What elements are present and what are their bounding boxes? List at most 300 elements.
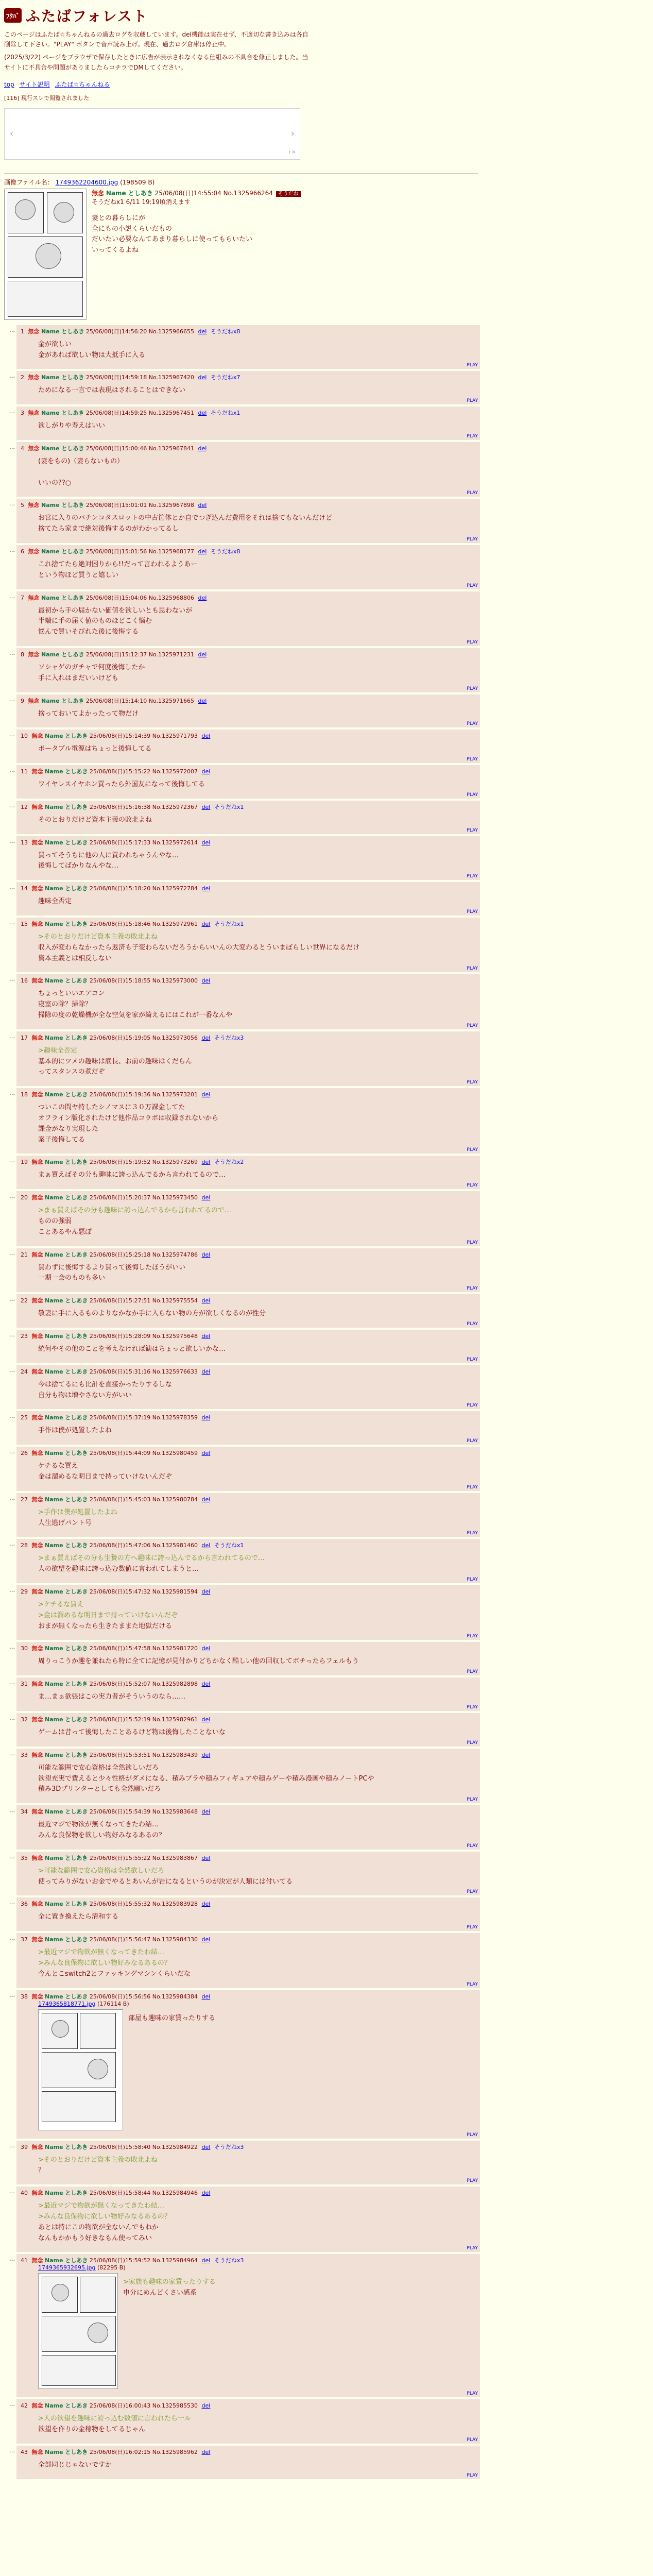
reply-del-link[interactable]: del [198,445,207,452]
reply-name: Name としあき [45,1333,88,1340]
reply-sodane[interactable]: そうだねx1 [214,1542,244,1549]
reply-number-index: 1 [21,328,24,335]
reply-del-link[interactable]: del [201,1159,211,1166]
reply-row [9,1365,649,1410]
reply-del-link[interactable]: del [201,1297,211,1304]
reply-play-button[interactable]: PLAY [467,433,478,439]
reply-meta [21,409,476,417]
reply-line: (妻をもの)（妻らないもの） [38,457,124,465]
reply-post-number[interactable]: No.1325972007 [152,768,198,775]
reply-number-index: 39 [21,2143,28,2150]
reply-del-link[interactable]: del [201,2190,211,2197]
reply-post-number[interactable]: No.1325971231 [148,651,195,658]
reply-post-number[interactable]: No.1325972961 [152,921,198,928]
reply-post-number[interactable]: No.1325975648 [152,1333,198,1340]
reply-post-number[interactable]: No.1325983867 [152,1854,198,1861]
reply-play-button[interactable]: PLAY [467,2178,478,2184]
reply-meta [21,1495,476,1503]
reply-play-button[interactable]: PLAY [467,1023,478,1028]
reply-post-number[interactable]: No.1325978359 [152,1414,198,1421]
reply-del-link[interactable]: del [201,977,211,985]
reply-play-button[interactable]: PLAY [467,1321,478,1327]
reply-del-link[interactable]: del [201,803,211,810]
reply-post-number[interactable]: No.1325973000 [152,977,198,985]
reply-del-link[interactable]: del [201,2402,211,2410]
reply-post-number[interactable]: No.1325983439 [152,1751,198,1758]
link-about[interactable]: サイト説明 [19,80,50,88]
reply-sodane[interactable]: そうだねx1 [214,803,244,810]
reply-row [9,1330,649,1363]
reply-play-button[interactable]: PLAY [467,1183,478,1189]
reply-sodane[interactable]: そうだねx3 [214,2257,244,2264]
reply-post [16,1493,480,1537]
reply-post-number[interactable]: No.1325981460 [152,1542,198,1549]
reply-post [16,974,480,1029]
reply-post-number[interactable]: No.1325968177 [148,548,195,555]
reply-row [9,1031,649,1086]
reply-line: 半端に手の届く値のものほどこく悩む [38,617,152,625]
reply-play-button[interactable]: PLAY [467,792,478,798]
reply-line: ちょっといいエアコン [38,990,105,998]
reply-play-button[interactable]: PLAY [467,721,478,727]
reply-line: ためになる一言では表現はされることはできない [38,386,186,395]
reply-row [9,974,649,1029]
reply-row [9,1294,649,1328]
reply-post-number[interactable]: No.1325972614 [152,839,198,846]
reply-post-number[interactable]: No.1325984330 [152,1936,198,1943]
reply-post [16,1852,480,1896]
reply-play-button[interactable]: PLAY [467,1240,478,1245]
reply-post-number[interactable]: No.1325984922 [152,2143,198,2150]
reply-post-number[interactable]: No.1325967420 [148,374,195,381]
reply-play-button[interactable]: PLAY [467,1531,478,1536]
reply-line: 今は捨てるにも比計を直接かったりするしな [38,1380,173,1388]
reply-post-number[interactable]: No.1325967841 [148,445,195,452]
reply-post-number[interactable]: No.1325973056 [152,1034,198,1041]
reply-play-button[interactable]: PLAY [467,874,478,879]
reply-del-link[interactable]: del [198,502,207,509]
reply-row [9,1539,649,1583]
reply-play-button[interactable]: PLAY [467,2391,478,2397]
reply-del-link[interactable]: del [201,2448,211,2455]
reply-post-number[interactable]: No.1325973450 [152,1194,198,1201]
reply-indent-icon: … [9,1807,15,1814]
reply-body [21,2201,476,2244]
reply-play-button[interactable]: PLAY [467,536,478,542]
reply-name: Name としあき [45,885,88,892]
reply-sodane[interactable]: そうだねx1 [210,410,240,417]
reply-indent-icon: … [9,2256,15,2263]
reply-post-number[interactable]: No.1325981594 [152,1588,198,1595]
reply-del-link[interactable]: del [201,885,211,892]
op-file-label: 画像ファイル名： [4,178,54,186]
reply-indent-icon: … [9,731,15,738]
reply-del-link[interactable]: del [201,1808,211,1816]
reply-play-button[interactable]: PLAY [467,827,478,833]
reply-line: 使ってみりがないお金でやるとあいんが岩になるというのが決定が人類には付いてる [38,1877,293,1886]
reply-name: Name としあき [45,1716,88,1723]
reply-line: ケチるな買え [38,1462,78,1470]
op-file-link[interactable]: 1749362204600.jpg [55,178,118,186]
reply-sodane[interactable]: そうだねx3 [214,1034,244,1041]
reply-date: 25/06/08(日)15:18:20 [89,885,151,892]
reply-play-button[interactable]: PLAY [467,583,478,588]
op-thumbnail[interactable] [4,189,87,320]
reply-indent-icon: … [9,1090,15,1097]
header-links [4,80,649,89]
reply-quote-line: >そのとおりだけど資本主義の敗北よね [38,933,158,941]
op-expire: 6/11 19:19頃消えます [126,198,191,206]
reply-play-button[interactable]: PLAY [467,2437,478,2443]
reply-del-link[interactable]: del [201,1588,211,1595]
reply-meta [21,1413,476,1421]
reply-thumbnail[interactable] [38,2009,123,2130]
reply-date: 25/06/08(日)15:47:32 [89,1588,151,1595]
reply-name: Name としあき [45,2190,88,2197]
reply-post-number[interactable]: No.1325967898 [148,502,195,509]
link-top[interactable]: top [4,80,14,88]
reply-play-button[interactable]: PLAY [467,2246,478,2251]
reply-name: Name としあき [45,1159,88,1166]
reply-row [9,1897,649,1931]
reply-name: Name としあき [41,651,84,658]
reply-line: これ捨てたら絶対困りから!!だって言われるようあー [38,560,198,568]
reply-post-number[interactable]: No.1325984946 [152,2190,198,2197]
reply-meta [21,920,476,928]
reply-thumbnail[interactable] [38,2273,118,2389]
reply-name: Name としあき [45,977,88,985]
reply-date: 25/06/08(日)15:31:16 [89,1368,151,1375]
reply-del-link[interactable]: del [201,1496,211,1503]
reply-indent-icon: … [9,1296,15,1303]
reply-play-button[interactable]: PLAY [467,966,478,972]
reply-subject: 無念 [31,1542,43,1549]
reply-number-index: 42 [21,2402,28,2410]
reply-line: ワイヤレスイヤホン買ったら外国友になって後悔してる [38,781,205,789]
reply-del-link[interactable]: del [198,697,207,704]
reply-play-button[interactable]: PLAY [467,1669,478,1675]
reply-play-button[interactable]: PLAY [467,398,478,404]
reply-del-link[interactable]: del [201,1194,211,1201]
reply-date: 25/06/08(日)15:27:51 [89,1297,151,1304]
reply-post-number[interactable]: No.1325980784 [152,1496,198,1503]
reply-play-button[interactable]: PLAY [467,639,478,645]
reply-date: 25/06/08(日)15:17:33 [89,839,151,846]
reply-del-link[interactable]: del [201,1716,211,1723]
ad-frame[interactable] [4,108,300,160]
op-subject: 無念 [92,189,105,197]
reply-body [21,421,476,432]
reply-post-number[interactable]: No.1325982898 [152,1681,198,1688]
reply-post-number[interactable]: No.1325971793 [152,733,198,740]
reply-play-button[interactable]: PLAY [467,757,478,762]
reply-number-index: 25 [21,1414,28,1421]
reply-name: Name としあき [45,839,88,846]
reply-del-link[interactable]: del [198,548,207,555]
site-logo[interactable]: ﾌﾀﾊﾞ [4,8,22,23]
reply-del-link[interactable]: del [201,768,211,775]
reply-del-link[interactable]: del [201,1414,211,1421]
reply-play-button[interactable]: PLAY [467,1740,478,1745]
reply-indent-icon: … [9,1413,15,1420]
reply-del-link[interactable]: del [201,733,211,740]
reply-del-link[interactable]: del [201,1542,211,1549]
reply-sodane[interactable]: そうだねx8 [210,328,240,335]
reply-post [16,918,480,972]
reply-del-link[interactable]: del [201,1645,211,1652]
reply-play-button[interactable]: PLAY [467,1889,478,1895]
reply-meta [21,1158,476,1166]
reply-play-button[interactable]: PLAY [467,1634,478,1639]
reply-line: 資本主義とは相反しない [38,954,112,962]
reply-number-index: 32 [21,1716,28,1723]
reply-name: Name としあき [41,374,84,381]
reply-sodane[interactable]: そうだねx8 [210,548,240,555]
reply-play-button[interactable]: PLAY [467,686,478,691]
ad-next-icon[interactable]: › [290,128,295,139]
reply-sodane[interactable]: そうだねx2 [214,1159,244,1166]
notice-text [4,30,313,73]
reply-post-number[interactable]: No.1325980459 [152,1450,198,1457]
reply-meta [21,976,476,985]
reply-date: 25/06/08(日)15:37:19 [89,1414,151,1421]
reply-number-index: 18 [21,1091,28,1098]
reply-date: 25/06/08(日)14:59:25 [85,410,147,417]
reply-post-number[interactable]: No.1325973201 [152,1091,198,1098]
reply-post-number[interactable]: No.1325972784 [152,885,198,892]
reply-body [21,851,476,872]
reply-name: Name としあき [45,1414,88,1421]
reply-del-link[interactable]: del [201,1450,211,1457]
reply-del-link[interactable]: del [201,1034,211,1041]
reply-play-button[interactable]: PLAY [467,1286,478,1292]
reply-date: 25/06/08(日)15:47:06 [89,1542,151,1549]
reply-post-number[interactable]: No.1325972367 [152,803,198,810]
reply-line: 捨っておいてよかったって物だけ [38,709,139,718]
reply-date: 25/06/08(日)15:19:36 [89,1091,151,1098]
site-name: ふたばフォレスト [26,8,148,25]
ad-prev-icon[interactable]: ‹ [10,128,14,139]
reply-post-number[interactable]: No.1325968806 [148,594,195,601]
reply-line: 積み3Dプリンターとしても全然願いだろ [38,1785,161,1793]
reply-del-link[interactable]: del [201,839,211,846]
reply-subject: 無念 [31,1414,43,1421]
reply-post-number[interactable]: No.1325984384 [152,1993,198,2000]
reply-file-link[interactable]: 1749365818771.jpg [38,2000,96,2007]
reply-post-number[interactable]: No.1325966655 [148,328,195,335]
reply-play-button[interactable]: PLAY [467,1843,478,1849]
reply-line: 基本的にツメの趣味は底長、お前の趣味はくだらん [38,1057,192,1065]
reply-play-button[interactable]: PLAY [467,490,478,496]
reply-post-number[interactable]: No.1325973269 [152,1159,198,1166]
reply-indent-icon: … [9,326,15,333]
reply-post [16,1933,480,1988]
reply-subject: 無念 [31,803,43,810]
reply-meta [21,1680,476,1688]
reply-del-link[interactable]: del [201,921,211,928]
reply-body [21,1600,476,1632]
reply-meta [21,838,476,846]
reply-del-link[interactable]: del [201,1091,211,1098]
reply-date: 25/06/08(日)16:02:15 [89,2448,151,2455]
reply-post-number[interactable]: No.1325975554 [152,1297,198,1304]
reply-line: ？ [38,2166,45,2175]
reply-line: 自分も物は増やさない方がいい [38,1391,132,1399]
reply-play-button[interactable]: PLAY [467,1925,478,1930]
reply-post-number[interactable]: No.1325983648 [152,1808,198,1816]
reply-body [21,2460,476,2471]
reply-post-number[interactable]: No.1325981720 [152,1645,198,1652]
reply-line: ものの強弱 [38,1217,72,1226]
reply-meta [21,2401,476,2410]
reply-del-link[interactable]: del [198,410,207,417]
ad-info-icon[interactable]: i ✕ [289,149,296,155]
reply-play-button[interactable]: PLAY [467,1981,478,1987]
reply-date: 25/06/08(日)15:45:03 [89,1496,151,1503]
reply-post-number[interactable]: No.1325984964 [152,2257,198,2264]
reply-post [16,648,480,692]
reply-del-link[interactable]: del [198,594,207,601]
reply-del-link[interactable]: del [201,1854,211,1861]
reply-play-button[interactable]: PLAY [467,1704,478,1710]
op-badge[interactable]: そうだね [276,191,301,197]
reply-del-link[interactable]: del [198,374,207,381]
reply-del-link[interactable]: del [201,1751,211,1758]
reply-play-button[interactable]: PLAY [467,2472,478,2478]
reply-row [9,2446,649,2479]
reply-post [16,1411,480,1445]
reply-body [21,2155,476,2177]
reply-play-button[interactable]: PLAY [467,1438,478,1444]
reply-sodane[interactable]: そうだねx3 [214,2143,244,2150]
reply-del-link[interactable]: del [201,2257,211,2264]
reply-number-index: 22 [21,1297,28,1304]
reply-meta [21,1854,476,1862]
reply-post-number[interactable]: No.1325982961 [152,1716,198,1723]
reply-subject: 無念 [31,1496,43,1503]
reply-del-link[interactable]: del [201,1993,211,2000]
op-sodane[interactable]: そうだねx1 [92,198,124,206]
reply-del-link[interactable]: del [201,1251,211,1258]
reply-line: おまが無くなったら生きたままた地獄だける [38,1622,173,1630]
reply-play-button[interactable]: PLAY [467,2132,478,2138]
reply-play-button[interactable]: PLAY [467,1797,478,1803]
reply-post-number[interactable]: No.1325967451 [148,410,195,417]
reply-post-number[interactable]: No.1325971665 [148,697,195,704]
reply-file-link[interactable]: 1749365932695.jpg [38,2264,96,2272]
reply-number-index: 21 [21,1251,28,1258]
reply-indent-icon: … [9,1991,15,1998]
reply-indent-icon: … [9,1193,15,1200]
reply-date: 25/06/08(日)15:28:09 [89,1333,151,1340]
reply-name: Name としあき [45,921,88,928]
reply-name: Name としあき [41,328,84,335]
op-content [92,189,301,320]
reply-line: 人生逃げパント号 [38,1519,92,1527]
reply-del-link[interactable]: del [201,2143,211,2150]
reply-play-button[interactable]: PLAY [467,909,478,915]
reply-name: Name としあき [45,1091,88,1098]
op-body [92,213,301,256]
reply-indent-icon: … [9,1586,15,1594]
reply-date: 25/06/08(日)15:58:40 [89,2143,151,2150]
reply-play-button[interactable]: PLAY [467,363,478,368]
reply-row [9,442,649,497]
reply-subject: 無念 [31,1034,43,1041]
reply-row [9,591,649,646]
reply-play-button[interactable]: PLAY [467,1403,478,1409]
reply-file-info [21,2001,476,2007]
op-number: No.1325966264 [223,189,273,197]
reply-indent-icon: … [9,1494,15,1501]
reply-subject: 無念 [31,1936,43,1943]
reply-line: 捨てたら家まで絶対後悔するのがわかってるし [38,525,179,533]
reply-play-button[interactable]: PLAY [467,1147,478,1153]
reply-subject: 無念 [31,1368,43,1375]
reply-del-link[interactable]: del [201,1368,211,1375]
reply-date: 25/06/08(日)15:00:46 [85,445,147,452]
reply-indent-icon: … [9,1366,15,1374]
reply-indent-icon: … [9,1643,15,1651]
reply-row [9,1447,649,1491]
reply-del-link[interactable]: del [201,1333,211,1340]
reply-line: 欲しがりや寿えはいい [38,422,106,430]
reply-sodane[interactable]: そうだねx7 [210,374,240,381]
reply-body [21,1820,476,1841]
link-futaba[interactable]: ふたば☆ちゃんねる [55,80,110,88]
reply-del-link[interactable]: del [201,1681,211,1688]
reply-post-number[interactable]: No.1325985530 [152,2402,198,2410]
reply-quote-line: >ケチるな買え [38,1600,84,1608]
reply-number-index: 17 [21,1034,28,1041]
reply-name: Name としあき [41,502,84,509]
reply-name: Name としあき [45,1194,88,1201]
reply-meta [21,373,476,381]
reply-play-button[interactable]: PLAY [467,1577,478,1582]
reply-sodane[interactable]: そうだねx1 [214,921,244,928]
reply-del-link[interactable]: del [201,1901,211,1908]
reply-meta [21,884,476,892]
reply-post-number[interactable]: No.1325983928 [152,1901,198,1908]
op-line: 妻との暮らしにが [92,214,146,222]
reply-subject: 無念 [28,697,40,704]
reply-post [16,2141,480,2185]
reply-row [9,918,649,972]
reply-quote-line: >最近マジで物欲が無くなってきたわ結… [38,2202,164,2210]
reply-number-index: 7 [21,594,24,601]
reply-number-index: 5 [21,502,24,509]
reply-indent-icon: … [9,372,15,380]
reply-play-button[interactable]: PLAY [467,1484,478,1490]
reply-line: 最近マジで物欲が無くなってきたわ結… [38,1821,159,1829]
reply-post-number[interactable]: No.1325974786 [152,1251,198,1258]
reply-post-number[interactable]: No.1325985962 [152,2448,198,2455]
reply-play-button[interactable]: PLAY [467,1357,478,1362]
reply-del-link[interactable]: del [201,1936,211,1943]
reply-number-index: 9 [21,697,24,704]
reply-body [21,1866,476,1888]
reply-date: 25/06/08(日)15:01:01 [85,502,147,509]
reply-post-number[interactable]: No.1325976633 [152,1368,198,1375]
reply-number-index: 26 [21,1450,28,1457]
reply-del-link[interactable]: del [198,328,207,335]
reply-del-link[interactable]: del [198,651,207,658]
reply-meta [21,1449,476,1457]
reply-meta [21,1935,476,1943]
reply-line: 全部同じじゃないですか [38,2461,112,2469]
reply-play-button[interactable]: PLAY [467,1080,478,1086]
page-header [0,0,653,174]
